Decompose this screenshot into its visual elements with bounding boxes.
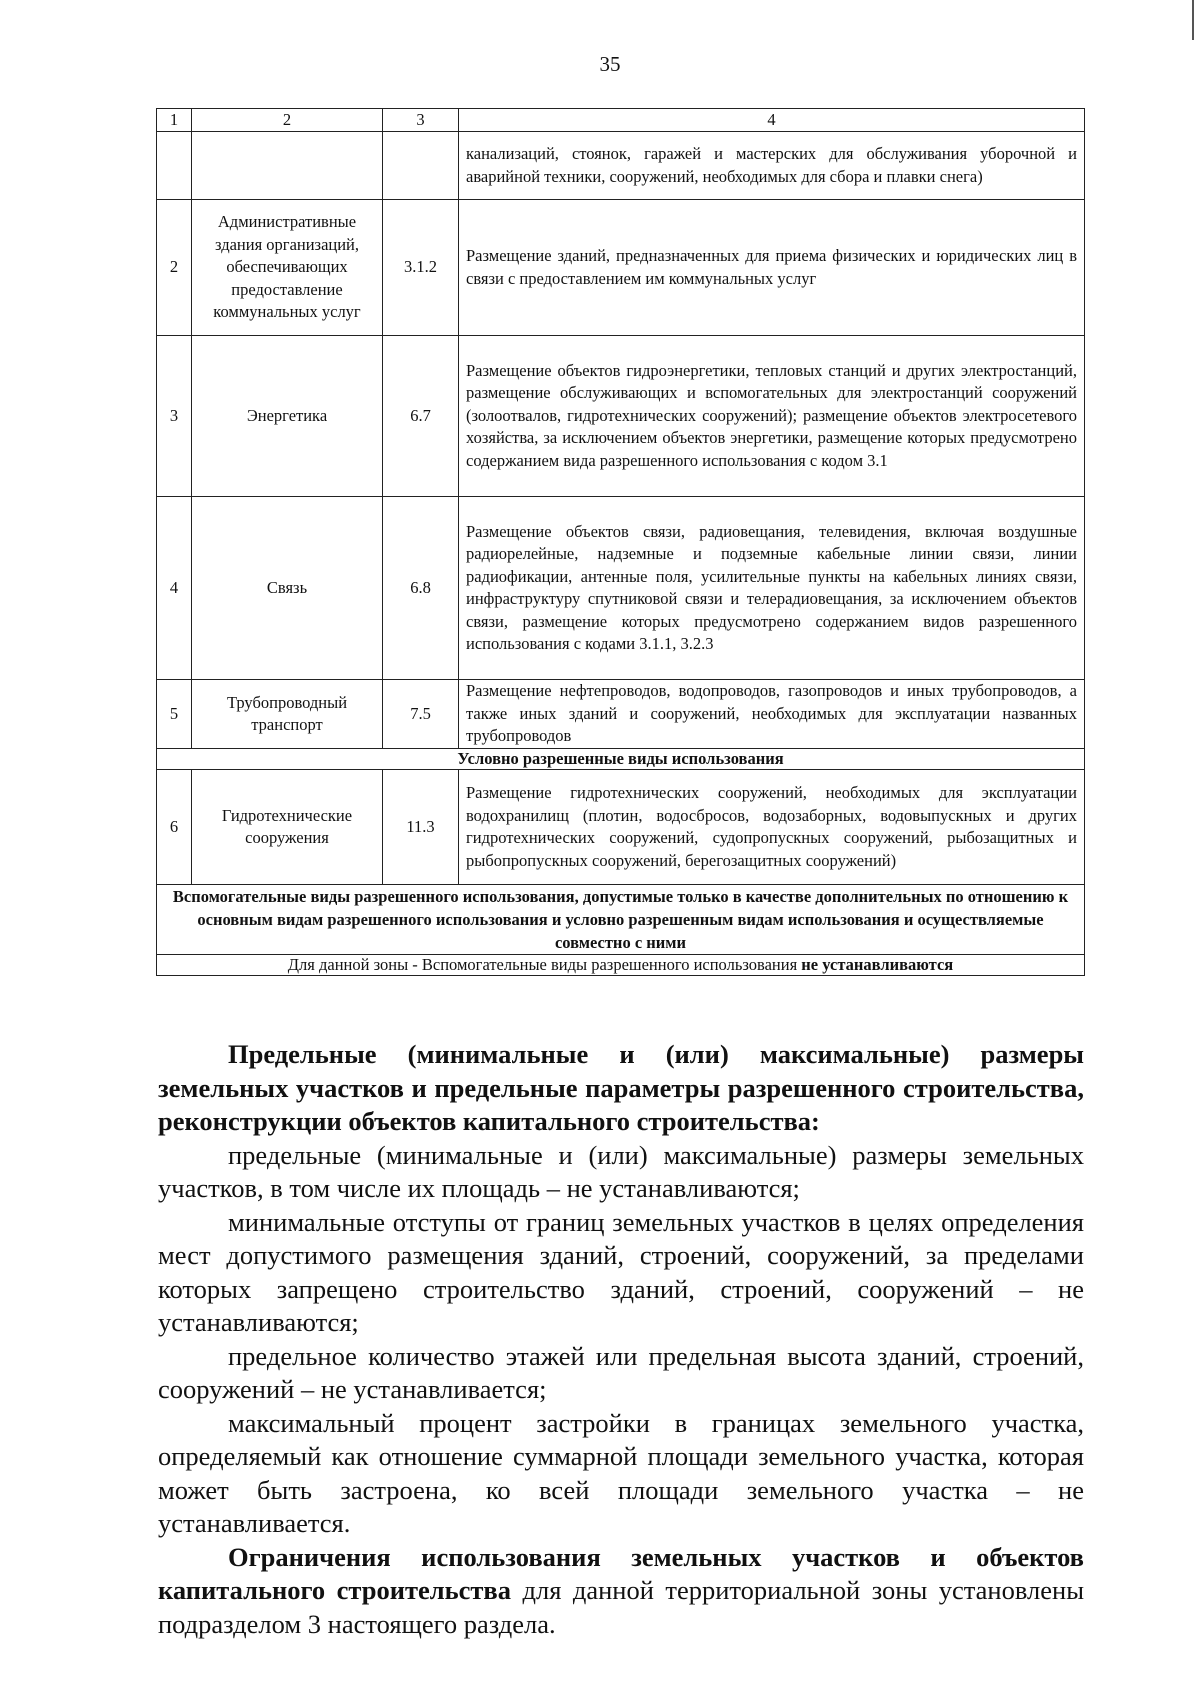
parameter-paragraph: предельное количество этажей или предельная высота зданий, строений, сооружений – не устанавливается;: [158, 1340, 1084, 1404]
use-name: Энергетика: [192, 336, 383, 497]
parameter-paragraph: минимальные отступы от границ земельных участков в целях определения мест допустимого размещения зданий, строений, сооружений, за пределами которых запрещено строительство зданий, строений, сооружений – не устанавливаются;: [158, 1206, 1084, 1337]
use-description: Размещение объектов связи, радиовещания, телевидения, включая воздушные радиорелейные, надземные и подземные кабельные линии связи, линии радиофикации, антенные поля, усилительные пункты на кабельных линиях связи, инфраструктуру спутниковой связи и телерадиовещания, за исключением объектов связи, размещение которых предусмотрено содержанием видов разрешенного использования с кодами 3.1.1, 3.2.3: [459, 497, 1085, 680]
use-code: 7.5: [383, 680, 459, 749]
section-heading: Предельные (минимальные и (или) максимальные) размеры земельных участков и предельные параметры разрешенного строительства, реконструкции объектов капитального строительства:: [158, 1039, 1084, 1136]
row-number: 4: [157, 497, 192, 680]
use-code: 6.8: [383, 497, 459, 680]
scan-edge-mark: [1192, 0, 1194, 40]
zone-note-emphasis: не устанавливаются: [801, 955, 954, 974]
use-description: канализаций, стоянок, гаражей и мастерских для обслуживания уборочной и аварийной техники, сооружений, необходимых для сбора и плавки снега): [459, 132, 1085, 200]
use-code: 6.7: [383, 336, 459, 497]
header-cell: 1: [157, 109, 192, 132]
use-name: Трубопроводный транспорт: [192, 680, 383, 749]
body-text: [158, 1038, 1084, 1641]
zone-note: [157, 955, 1085, 976]
use-description: Размещение нефтепроводов, водопроводов, газопроводов и иных трубопроводов, а также иных зданий и сооружений, необходимых для эксплуатации названных трубопроводов: [459, 680, 1085, 749]
use-code: 3.1.2: [383, 200, 459, 336]
row-number: 2: [157, 200, 192, 336]
header-cell: 4: [459, 109, 1085, 132]
use-code: 11.3: [383, 770, 459, 885]
row-number: 5: [157, 680, 192, 749]
use-description: Размещение объектов гидроэнергетики, тепловых станций и других электростанций, размещение обслуживающих и вспомогательных для электростанций сооружений (золоотвалов, гидротехнических сооружений); размещение объектов электросетевого хозяйства, за исключением объектов энергетики, размещение которых предусмотрено содержанием вида разрешенного использования с кодом 3.1: [459, 336, 1085, 497]
table-row: [157, 336, 1085, 497]
conditional-section-row: [157, 749, 1085, 770]
parameter-paragraph: максимальный процент застройки в границах земельного участка, определяемый как отношение суммарной площади земельного участка, которая может быть застроена, ко всей площади земельного участка – не устанавливается.: [158, 1407, 1084, 1538]
table-row: [157, 680, 1085, 749]
use-description: Размещение гидротехнических сооружений, необходимых для эксплуатации водохранилищ (плотин, водосбросов, водозаборных, водовыпускных и других гидротехнических сооружений, судопропускных сооружений, рыбозащитных и рыбопропускных сооружений, берегозащитных сооружений): [459, 770, 1085, 885]
header-cell: 2: [192, 109, 383, 132]
row-number: 6: [157, 770, 192, 885]
land-use-table: [156, 108, 1085, 976]
auxiliary-section-title: Вспомогательные виды разрешенного использования, допустимые только в качестве дополнительных по отношению к основным видам разрешенного использования и условно разрешенным видам использования и осуществляемые совместно с ними: [157, 885, 1085, 955]
use-name: Гидротехнические сооружения: [192, 770, 383, 885]
use-name: Связь: [192, 497, 383, 680]
row-number: 3: [157, 336, 192, 497]
table-row: [157, 132, 1085, 200]
conditional-section-title: Условно разрешенные виды использования: [157, 749, 1085, 770]
use-code: [383, 132, 459, 200]
header-cell: 3: [383, 109, 459, 132]
table-row: [157, 200, 1085, 336]
use-description: Размещение зданий, предназначенных для приема физических и юридических лиц в связи с предоставлением им коммунальных услуг: [459, 200, 1085, 336]
use-name: Административные здания организаций, обеспечивающих предоставление коммунальных услуг: [192, 200, 383, 336]
page-number: 35: [599, 52, 621, 76]
table-row: [157, 497, 1085, 680]
restrictions-title: Ограничения использования земельных участков и объектов капитального строительства: [158, 1541, 1084, 1605]
row-number: [157, 132, 192, 200]
table-header-row: [157, 109, 1085, 132]
restrictions-paragraph: [158, 1541, 1084, 1642]
table-row: [157, 770, 1085, 885]
parameter-paragraph: предельные (минимальные и (или) максимальные) размеры земельных участков, в том числе их площадь – не устанавливаются;: [158, 1139, 1084, 1203]
auxiliary-section-row: [157, 885, 1085, 955]
zone-note-row: [157, 955, 1085, 976]
use-name: [192, 132, 383, 200]
zone-note-text: Для данной зоны - Вспомогательные виды разрешенного использования: [287, 955, 802, 974]
restrictions-text: для данной территориальной зоны установлены подразделом 3 настоящего раздела.: [158, 1575, 1084, 1639]
